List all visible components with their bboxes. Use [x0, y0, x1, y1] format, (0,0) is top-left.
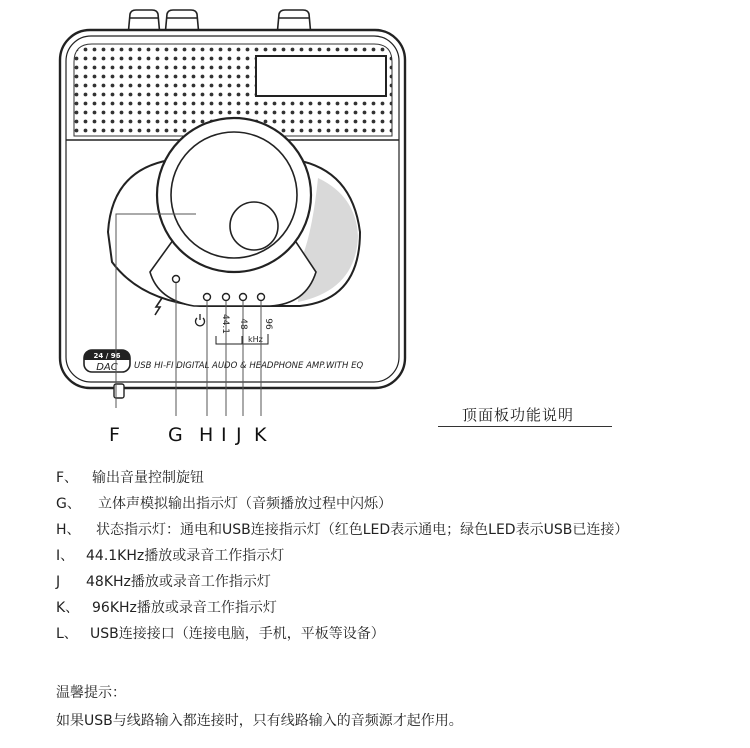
- legend-desc: 48KHz播放或录音工作指示灯: [86, 574, 271, 590]
- callout-f: F: [109, 424, 120, 446]
- callout-letters: [0, 424, 750, 454]
- badge-top-text: 24 / 96: [93, 352, 121, 360]
- callout-k: K: [254, 424, 267, 446]
- legend-row-j: [56, 570, 746, 596]
- dac-badge: [84, 350, 130, 373]
- callout-g: G: [168, 424, 183, 446]
- tips-text: 如果USB与线路输入都连接时，只有线路输入的音频源才起作用。: [56, 713, 463, 729]
- legend-row-i: [56, 544, 746, 570]
- legend-row-h: [56, 518, 746, 544]
- led-g: [173, 276, 180, 283]
- legend-desc: USB连接接口（连接电脑，手机，平板等设备）: [90, 626, 385, 642]
- legend-desc: 状态指示灯：通电和USB连接指示灯（红色LED表示通电；绿色LED表示USB已连接）: [96, 522, 629, 538]
- volume-knob-indicator: [230, 202, 278, 250]
- product-line-text: USB HI-FI DIGITAL AUDO & HEADPHONE AMP.WITH EQ: [134, 361, 364, 371]
- led-label-96: 96: [263, 318, 273, 330]
- led-h: [204, 294, 211, 301]
- led-j: [240, 294, 247, 301]
- led-i: [223, 294, 230, 301]
- tips-title: 温馨提示：: [56, 685, 126, 701]
- legend-desc: 输出音量控制旋钮: [92, 470, 204, 486]
- legend-key: H、: [56, 522, 81, 538]
- legend-row-f: [56, 466, 746, 492]
- led-label-48: 48: [238, 318, 248, 330]
- display-window: [256, 56, 386, 96]
- legend-desc: 96KHz播放或录音工作指示灯: [92, 600, 277, 616]
- callout-h: H: [199, 424, 214, 446]
- legend-row-l: [56, 622, 746, 648]
- legend-key: F、: [56, 470, 79, 486]
- legend-key: G、: [56, 496, 81, 512]
- legend-key: L、: [56, 626, 78, 642]
- legend-key: K、: [56, 600, 80, 616]
- callout-i: I: [221, 424, 227, 446]
- legend-desc: 立体声模拟输出指示灯（音频播放过程中闪烁）: [98, 496, 392, 512]
- legend-key: J: [56, 574, 61, 590]
- legend-row-k: [56, 596, 746, 622]
- legend-row-g: [56, 492, 746, 518]
- panel-caption: 顶面板功能说明: [462, 406, 575, 424]
- tips-section: [56, 680, 463, 736]
- led-k: [258, 294, 265, 301]
- badge-bottom-text: DAC: [96, 362, 118, 373]
- khz-label: kHz: [248, 335, 263, 344]
- legend-desc: 44.1KHz播放或录音工作指示灯: [86, 548, 285, 564]
- legend-key: I、: [56, 548, 75, 564]
- function-legend: [56, 466, 746, 648]
- led-label-44: 44.1: [220, 313, 230, 335]
- callout-j: J: [236, 424, 242, 446]
